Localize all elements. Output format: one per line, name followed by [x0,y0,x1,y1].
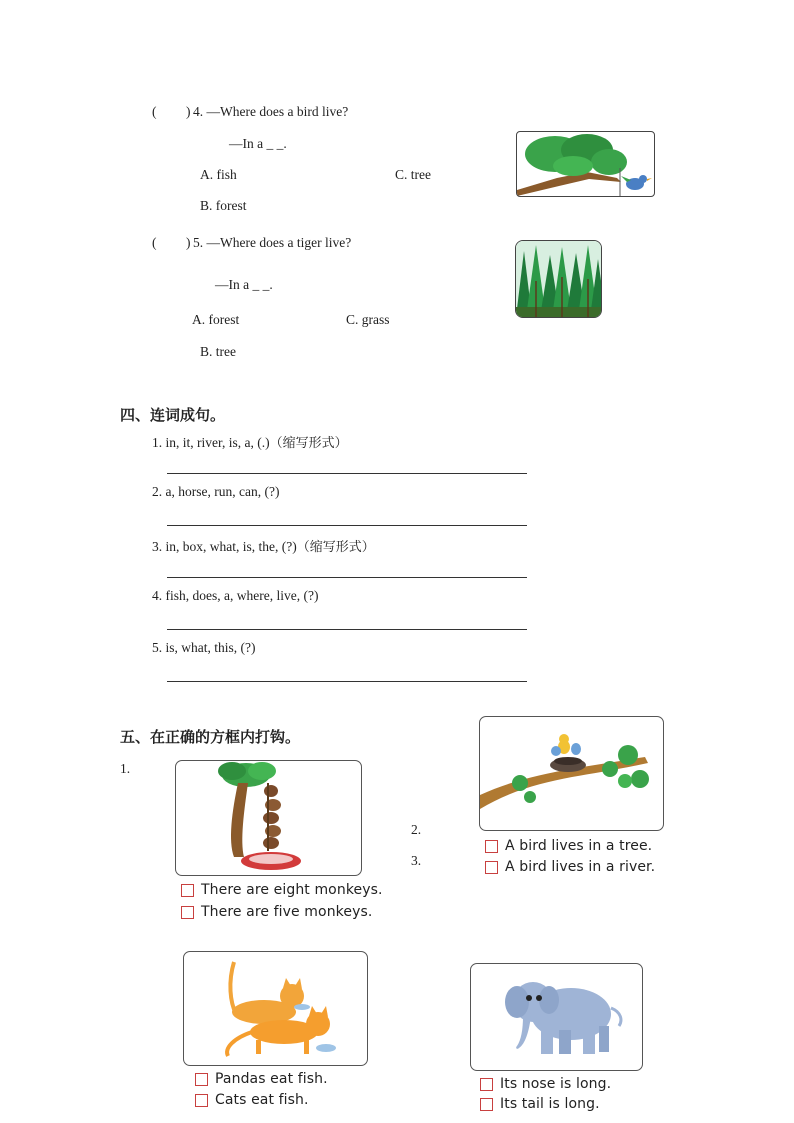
sentence-item-3-words: 3. in, box, what, is, the, (?) [152,539,297,554]
checkbox[interactable] [485,840,498,853]
elephant-illustration [471,964,642,1070]
checkbox[interactable] [181,906,194,919]
cats-option-1[interactable] [195,1071,328,1087]
cats-option-2-label: Cats eat fish. [215,1092,309,1108]
checkbox[interactable] [195,1094,208,1107]
checkbox[interactable] [181,884,194,897]
answer-paren-close-q5: ) [186,235,191,250]
question-4-option-b: B. forest [200,198,247,213]
answer-line-2[interactable] [167,525,527,526]
checkbox[interactable] [195,1073,208,1086]
sentence-item-1-words: 1. in, it, river, is, a, (.) [152,435,270,450]
elephant-option-2[interactable] [480,1096,600,1112]
bird-option-1[interactable] [485,838,652,854]
checkbox[interactable] [480,1078,493,1091]
bird-nest-illustration [480,717,663,830]
item-number-3: 3. [411,853,422,868]
bird-tree-picture [516,131,655,197]
sentence-item-3 [152,536,375,555]
answer-line-4[interactable] [167,629,527,630]
monkeys-picture [175,760,362,876]
sentence-item-2-words: 2. a, horse, run, can, (?) [152,484,280,499]
checkbox[interactable] [480,1098,493,1111]
question-4-answer-line: —In a _ _. [229,136,287,151]
sentence-item-2 [152,484,279,500]
sentence-item-5 [152,640,256,656]
answer-paren-open-q5: ( [152,235,157,250]
section-5-heading: 五、在正确的方框内打钩。 [120,728,301,746]
item-number-2: 2. [411,822,422,837]
cats-illustration [184,952,367,1065]
bird-option-2[interactable] [485,859,655,875]
forest-illustration [516,241,601,317]
answer-line-5[interactable] [167,681,527,682]
sentence-item-1-note: （缩写形式） [269,436,348,451]
answer-line-3[interactable] [167,577,527,578]
bird-option-2-label: A bird lives in a river. [505,859,656,875]
question-5-answer-line: —In a _ _. [215,277,273,292]
question-5-option-c: C. grass [346,312,390,327]
question-5-option-b: B. tree [200,344,236,359]
question-4-option-c: C. tree [395,167,431,182]
elephant-option-1-label: Its nose is long. [500,1076,612,1092]
elephant-picture [470,963,643,1071]
answer-paren-close-q4: ) [186,104,191,119]
sentence-item-3-note: （缩写形式） [296,540,375,555]
checkbox[interactable] [485,861,498,874]
elephant-option-1[interactable] [480,1076,611,1092]
elephant-option-2-label: Its tail is long. [500,1096,600,1112]
sentence-item-5-words: 5. is, what, this, (?) [152,640,256,655]
bird-nest-picture [479,716,664,831]
cats-option-2[interactable] [195,1092,309,1108]
question-4-option-a: A. fish [200,167,237,182]
monkeys-option-2[interactable] [181,904,372,920]
sentence-item-4-words: 4. fish, does, a, where, live, (?) [152,588,319,603]
answer-line-1[interactable] [167,473,527,474]
cats-option-1-label: Pandas eat fish. [215,1071,328,1087]
monkeys-option-2-label: There are five monkeys. [201,904,373,920]
forest-picture [515,240,602,318]
question-5-stem: 5. —Where does a tiger live? [193,235,352,250]
bird-tree-illustration [517,132,654,196]
monkeys-tree-illustration [176,761,361,875]
sentence-item-4 [152,588,318,604]
sentence-item-1 [152,432,348,451]
cats-picture [183,951,368,1066]
monkeys-option-1[interactable] [181,882,383,898]
answer-paren-open-q4: ( [152,104,157,119]
question-4-stem: 4. —Where does a bird live? [193,104,349,119]
item-number-1: 1. [120,761,131,776]
bird-option-1-label: A bird lives in a tree. [505,838,653,854]
question-5-option-a: A. forest [192,312,240,327]
monkeys-option-1-label: There are eight monkeys. [201,882,383,898]
section-4-heading: 四、连词成句。 [120,406,226,424]
